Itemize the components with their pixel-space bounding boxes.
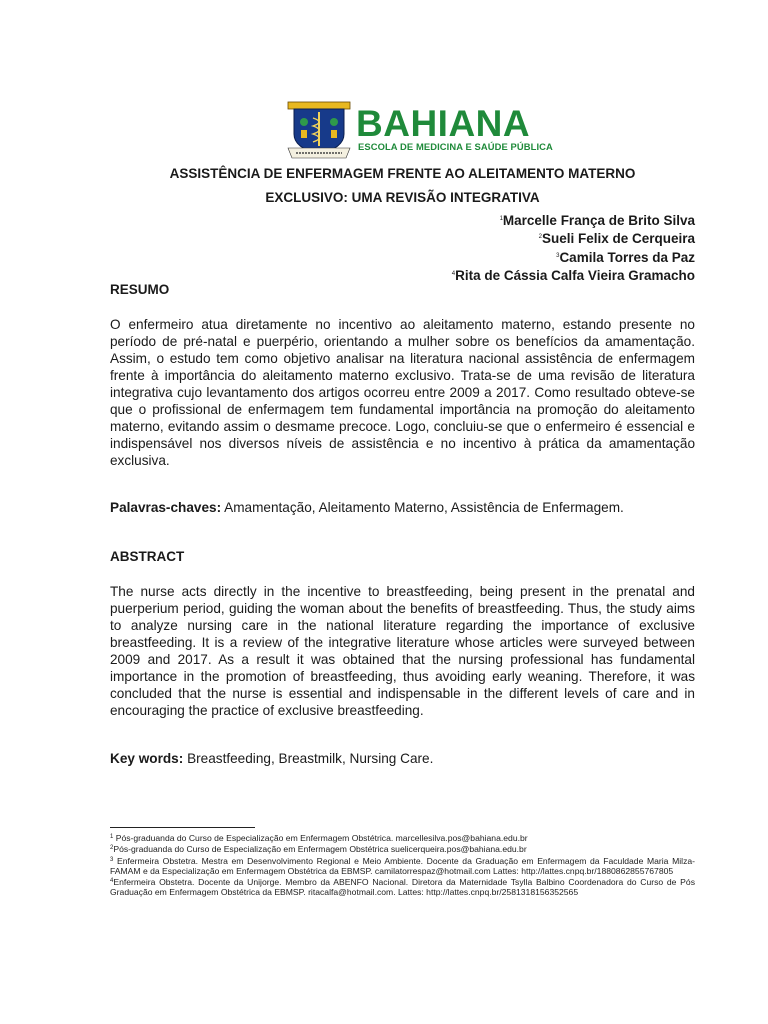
title-line-2: EXCLUSIVO: UMA REVISÃO INTEGRATIVA (265, 190, 540, 205)
resumo-heading: RESUMO (110, 282, 170, 297)
brand-subtitle: ESCOLA DE MEDICINA E SAÚDE PÚBLICA (358, 141, 553, 152)
paper-title (110, 162, 695, 210)
footnote-text: Pós-graduanda do Curso de Especialização em Enfermagem Obstétrica suelicerqueira.pos@bahiana.edu.br (113, 844, 527, 855)
resumo-text: O enfermeiro atua diretamente no incentivo ao aleitamento materno, estando presente no período de pré-natal e puerpério, orientando a mulher sobre os benefícios da amamentação. Assim, o estudo tem como objetivo analisar na literatura nacional assistência de enfermagem frente à importância do aleitamento materno exclusivo. Trata-se de uma revisão de literatura integrativa cujo levantamento dos artigos ocorreu entre 2009 a 2017. Como resultado obteve-se que o profissional de enfermagem tem fundamental importância na promoção do aleitamento materno, evitando assim o desmame precoce. Logo, concluiu-se que o enfermeiro é essencial e indispensável nos diversos níveis de assistência e no incentivo à prática da amamentação exclusiva. (110, 317, 695, 468)
crest-icon (286, 100, 352, 160)
footnote-mark: 4 (110, 878, 114, 885)
author (452, 266, 695, 284)
footnote-mark: 3 (110, 856, 114, 863)
abstract-text: The nurse acts directly in the incentive to breastfeeding, being present in the prenatal and puerperium period, guiding the woman about the benefits of breastfeeding. Thus, the study aims to analyze nursing care in the national literature regarding the importance of exclusive breastfeeding. It is a review of the integrative literature whose articles were surveyed between 2009 and 2017. As a result it was obtained that the nursing professional has fundamental importance in the promotion of breastfeeding, thus avoiding early weaning. Therefore, it was concluded that the nurse is essential and indispensable in the different levels of care and in encouraging the practice of exclusive breastfeeding. (110, 584, 695, 718)
author (452, 248, 695, 266)
footnote-text: Enfermeira Obstetra. Docente da Unijorge. Membro da ABENFO Nacional. Diretora da Maternidade Tsylla Balbino Coordenadora do Curso de Pós Graduação em Enfermagem Obstétrica da EBMSP. ritacalfa@hotmail.com. Lattes: http://lattes.cnpq.br/2581318156352565 (110, 877, 695, 898)
author (452, 229, 695, 247)
brand-name: BAHIANA (356, 103, 531, 144)
footnotes (110, 832, 695, 898)
footnote-text: Enfermeira Obstetra. Mestra em Desenvolvimento Regional e Meio Ambiente. Docente da Graduação em Enfermagem da Faculdade Maria Milza-FAMAM e da Especialização em Enfermagem Obstétrica da EBMSP. camilatorrespaz@hotmail.com Lattes: http://lattes.cnpq.br/1880862855767805 (110, 855, 696, 876)
resumo-keywords (110, 499, 695, 516)
author-name: Sueli Felix de Cerqueira (541, 231, 695, 247)
author-name: Rita de Cássia Calfa Vieira Gramacho (455, 267, 695, 283)
author-mark: 1 (499, 216, 503, 222)
footnote-divider (110, 827, 255, 828)
keywords-label: Palavras-chaves: (110, 500, 222, 515)
author-name: Marcelle França de Brito Silva (502, 213, 695, 228)
keywords-value: Amamentação, Aleitamento Materno, Assistência de Enfermagem. (224, 500, 624, 515)
keywords-label: Key words: (110, 751, 184, 766)
footnote (110, 876, 695, 898)
author-mark: 2 (538, 234, 542, 241)
footnote-text: Pós-graduanda do Curso de Especialização em Enfermagem Obstétrica. marcellesilva.pos@bahiana.edu.br (115, 833, 528, 843)
footnote (110, 855, 695, 877)
author-mark: 4 (451, 270, 456, 277)
title-line-1: ASSISTÊNCIA DE ENFERMAGEM FRENTE AO ALEITAMENTO MATERNO (169, 166, 636, 181)
abstract-heading: ABSTRACT (110, 549, 185, 564)
author (452, 211, 695, 229)
author-mark: 3 (556, 252, 560, 259)
abstract-keywords (110, 750, 695, 767)
keywords-value: Breastfeeding, Breastmilk, Nursing Care. (187, 751, 434, 766)
author-name: Camila Torres da Paz (559, 249, 695, 265)
footnote (110, 843, 695, 854)
footnote-mark: 1 (110, 834, 114, 840)
institution-logo (286, 100, 553, 162)
footnote (110, 832, 695, 843)
footnote-mark: 2 (110, 845, 114, 852)
author-list (452, 211, 695, 284)
